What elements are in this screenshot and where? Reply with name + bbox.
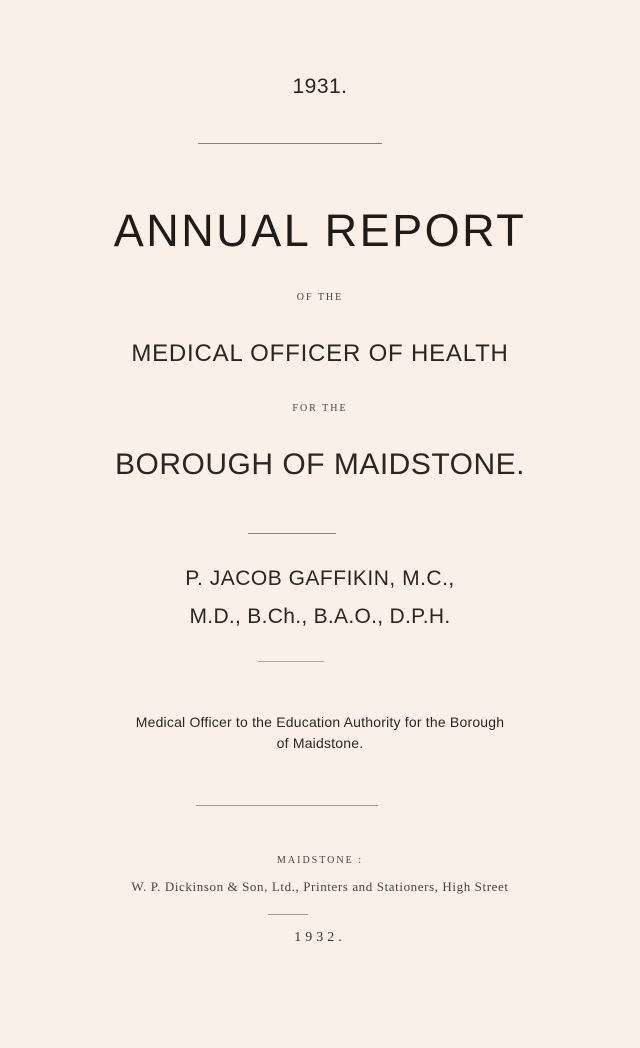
description-line-2: of Maidstone. xyxy=(276,735,364,751)
divider-middle xyxy=(248,533,336,534)
author-degrees: M.D., B.Ch., B.A.O., D.P.H. xyxy=(189,605,451,628)
divider-top xyxy=(198,143,382,144)
printer-line: W. P. Dickinson & Son, Ltd., Printers and Stationers, High Street xyxy=(131,879,509,894)
divider-bottom xyxy=(268,914,308,915)
description-line-1: Medical Officer to the Education Authority for the Borough xyxy=(135,714,505,730)
officer-title: MEDICAL OFFICER OF HEALTH xyxy=(131,340,509,367)
author-description xyxy=(0,712,640,754)
divider-short xyxy=(258,661,324,662)
print-year: 1932. xyxy=(294,930,346,945)
divider-lower xyxy=(196,805,378,806)
of-the-label: OF THE xyxy=(296,292,344,303)
borough-name: BOROUGH OF MAIDSTONE. xyxy=(115,448,525,481)
publication-place: MAIDSTONE : xyxy=(277,855,363,866)
report-title: ANNUAL REPORT xyxy=(113,205,527,256)
report-year: 1931. xyxy=(292,75,348,98)
author-name: P. JACOB GAFFIKIN, M.C., xyxy=(185,567,455,590)
for-the-label: FOR THE xyxy=(292,403,348,414)
